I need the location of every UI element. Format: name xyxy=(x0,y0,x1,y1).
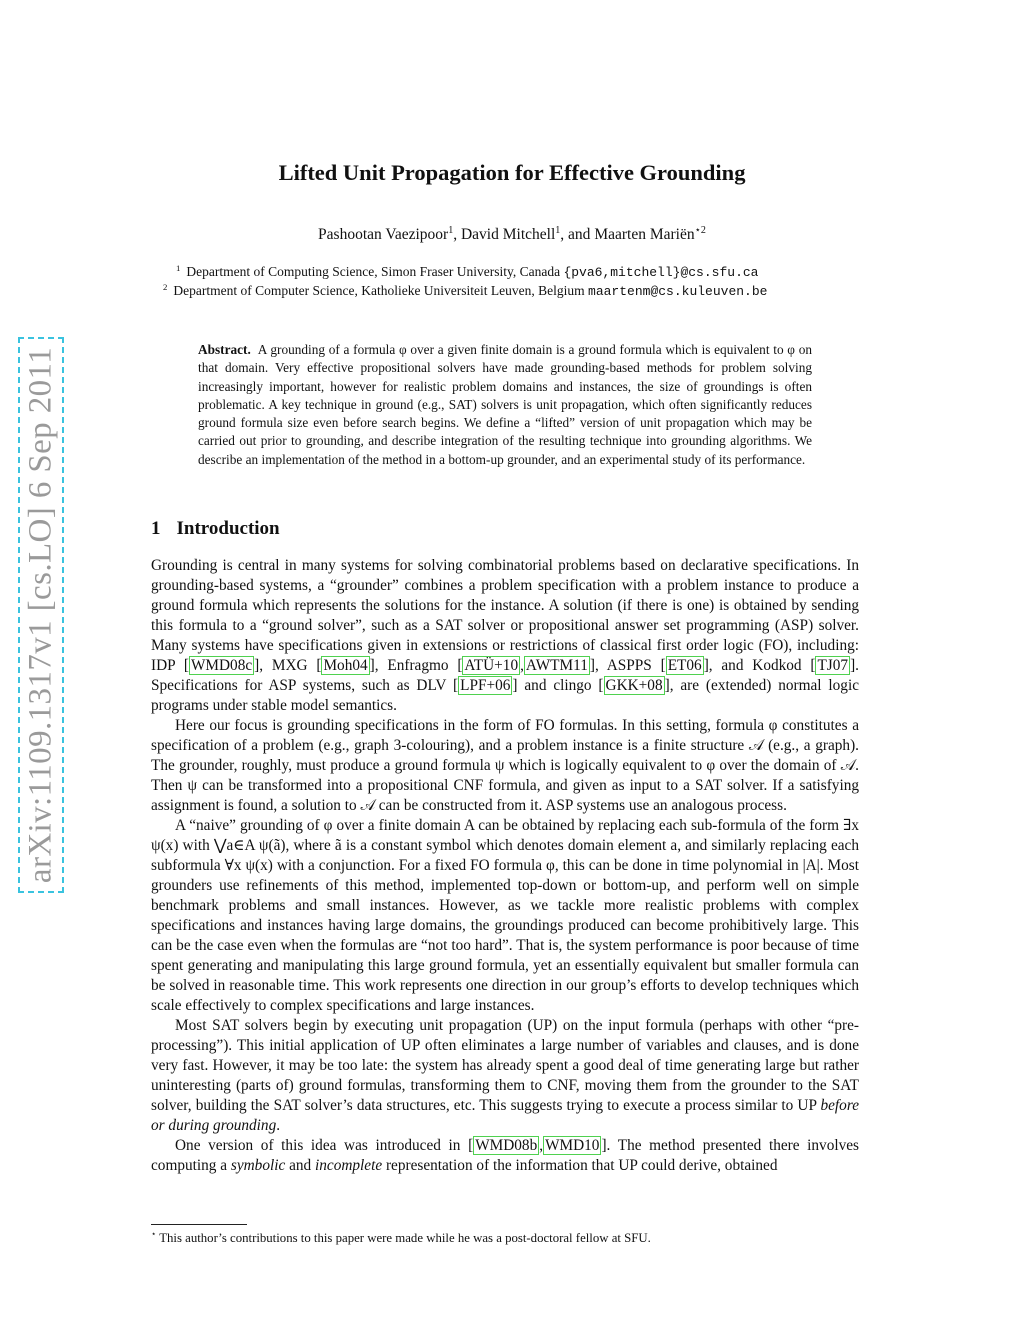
section-title: Introduction xyxy=(176,518,280,539)
affiliation-2-email: maartenm@cs.kuleuven.be xyxy=(588,284,768,299)
citation-link[interactable]: Moh04 xyxy=(323,657,368,674)
citation-link[interactable]: GKK+08 xyxy=(605,677,663,694)
author-3: Maarten Mariën xyxy=(594,226,695,243)
footnote xyxy=(151,1231,651,1246)
affiliation-1-mark: 1 xyxy=(176,262,181,273)
paper-title: Lifted Unit Propagation for Effective Grounding xyxy=(278,160,746,185)
affiliation-2-mark: 2 xyxy=(163,281,168,292)
footnote-text: This author’s contributions to this paper were made while he was a post-doctoral fellow at SFU. xyxy=(159,1231,651,1245)
body-text xyxy=(151,556,859,1176)
author-1-affiliation-mark: 1 xyxy=(448,224,454,236)
citation-link[interactable]: LPF+06 xyxy=(460,677,511,694)
paragraph-1: Grounding is central in many systems for solving combinatorial problems based on declarative specifications. In grounding-based systems, a “grounder” combines a problem specification with a problem instance to produce a ground formula which represents the solutions for the instance. A solution (if there is one) is obtained by sending this formula to a “ground solver”, such as a SAT solver or propositional answer set programming (ASP) solver. Many systems have specifications given in extensions or restrictions of classical first order logic (FO), including: IDP [ WMD08c ], MXG [ Moh04 ], Enfragmo [ ATÜ+10 , AWTM11 ], ASPPS [ ET06 ], and Kodkod [ TJ07 ]. Specifications for ASP systems, such as DLV [ LPF+06 ] and clingo [ GKK+08 ], are (extended) normal logic programs under stable model semantics. xyxy=(151,557,859,714)
citation-link[interactable]: WMD10 xyxy=(545,1137,600,1154)
citation-link[interactable]: WMD08c xyxy=(190,657,253,674)
author-list: Pashootan Vaezipoor$^1$, David Mitchell$^1$, and Maarten Mariën$^{⋆2}$ xyxy=(318,224,706,243)
citation-link[interactable]: TJ07 xyxy=(817,657,849,674)
author-2-affiliation-mark: 1 xyxy=(555,224,561,236)
paragraph-5: One version of this idea was introduced in [ WMD08b , WMD10 ]. The method presented there involves computing a symbolic and incomplete representation of the information that UP could derive, obtained xyxy=(151,1137,859,1174)
section-heading xyxy=(151,518,280,540)
citation-link[interactable]: ATÜ+10 xyxy=(464,657,519,674)
author-1: Pashootan Vaezipoor xyxy=(318,226,449,243)
paragraph-3: A “naive” grounding of φ over a finite domain A can be obtained by replacing each sub-formula of the form ∃x ψ(x) with ⋁a∈A ψ(ã), where ã is a constant symbol which denotes domain element a, and similarly replacing each subformula ∀x ψ(x) with a conjunction. For a fixed FO formula φ, this can be done in time polynomial in |A|. Most grounders use refinements of this method, implemented top-down or bottom-up, and perform well on simple benchmark problems and small instances. However, as we tackle more realistic problems with complex specifications and instances having large domains, the groundings produced can become prohibitively large. This can be the case even when the formulas are “not too hard”. That is, the system performance is poor because of time spent generating and manipulating this large ground formula, yet an essentially equivalent but smaller formula can be solved in reasonable time. This work represents one direction in our group’s efforts to develop techniques which scale effectively to complex specifications and large instances. xyxy=(151,817,859,1014)
citation-link[interactable]: ET06 xyxy=(667,657,702,674)
citation-link[interactable]: AWTM11 xyxy=(525,657,588,674)
abstract-label: Abstract. xyxy=(198,342,251,357)
author-2: David Mitchell xyxy=(460,226,556,243)
paragraph-2: Here our focus is grounding specifications in the form of FO formulas. In this setting, formula φ constitutes a specification of a problem (e.g., graph 3-colouring), and a problem instance is a finite structure 𝒜 (e.g., a graph). The grounder, roughly, must produce a ground formula ψ which is logically equivalent to φ over the domain of 𝒜. Then ψ can be transformed into a propositional CNF formula, and given as input to a SAT solver. If a satisfying assignment is found, a solution to 𝒜 can be constructed from it. ASP systems use an analogous process. xyxy=(151,717,859,814)
arxiv-stamp-text: arXiv:1109.1317v1 [cs.LO] 6 Sep 2011 xyxy=(22,346,59,884)
abstract xyxy=(198,341,812,469)
section-number: 1 xyxy=(151,518,161,539)
affiliation-1-text: Department of Computing Science, Simon Fraser University, Canada xyxy=(186,264,561,279)
footnote-rule xyxy=(151,1224,247,1225)
affiliation-2-text: Department of Computer Science, Katholieke Universiteit Leuven, Belgium xyxy=(173,283,585,298)
affiliation-2 xyxy=(163,283,767,299)
affiliation-1-email: {pva6,mitchell}@cs.sfu.ca xyxy=(563,265,759,280)
citation-link[interactable]: WMD08b xyxy=(475,1137,538,1154)
footnote-mark: ⋆ xyxy=(151,1229,157,1239)
abstract-text: A grounding of a formula φ over a given finite domain is a ground formula which is equivalent to φ on that domain. Very effective propositional solvers have made grounding-based methods for problem solving increasingly important, however for realistic problem domains and instances, the size of groundings is often problematic. A key technique in ground (e.g., SAT) solvers is unit propagation, which often significantly reduces ground formula size even before search begins. We define a “lifted” version of unit propagation which may be carried out prior to grounding, and describe integration of the resulting technique into grounding algorithms. We describe an implementation of the method in a bottom-up grounder, and an experimental study of its performance. xyxy=(198,342,812,467)
author-3-affiliation-mark: ⋆2 xyxy=(694,224,706,236)
paragraph-4: Most SAT solvers begin by executing unit propagation (UP) on the input formula (perhaps with other “pre-processing”). This initial application of UP often eliminates a large number of variables and clauses, and is done very fast. However, it may be too late: the system has already spent a good deal of time generating large but rather uninteresting (parts of) ground formulas, transforming them to CNF, moving them from the grounder to the SAT solver, building the SAT solver’s data structures, etc. This suggests trying to execute a process similar to UP before or during grounding. xyxy=(151,1017,859,1134)
affiliation-1 xyxy=(176,264,758,280)
arxiv-stamp xyxy=(18,337,64,893)
